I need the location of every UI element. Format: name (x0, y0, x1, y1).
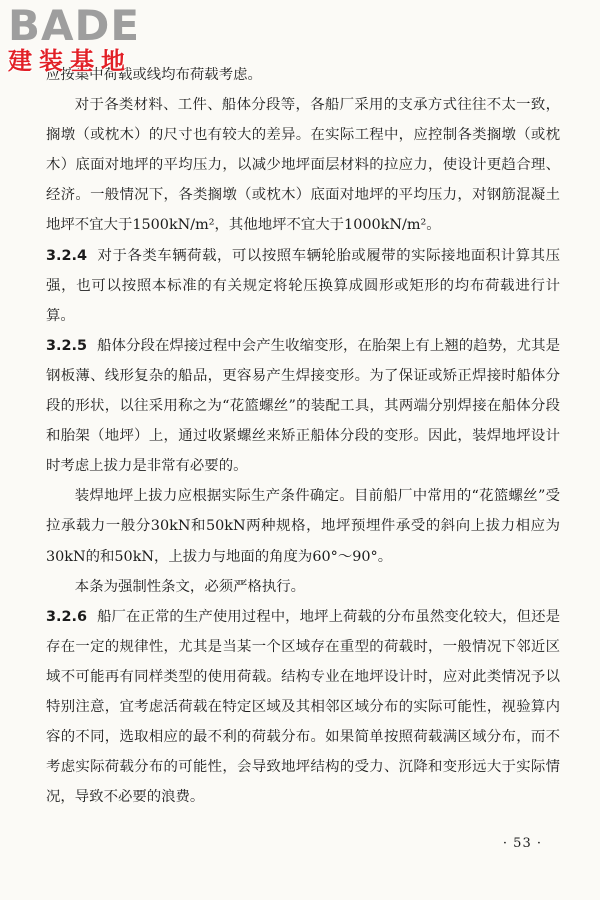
bade-watermark (8, 1, 141, 75)
watermark-tagline: 建装基地 (8, 47, 132, 75)
paragraph-text: 对于各类车辆荷载，可以按照车辆轮胎或履带的实际接地面积计算其压强，也可以按照本标准的有关规定将轮压换算成圆形或矩形的均布荷载进行计算。 (46, 247, 560, 324)
paragraph-text: 应按集中荷载或线均布荷载考虑。 (46, 67, 262, 83)
clause-3-2-5 (46, 331, 560, 481)
paragraph-mandatory-clause (46, 572, 560, 602)
clause-number: 3.2.5 (46, 337, 87, 354)
paragraph-text: 船厂在正常的生产使用过程中，地坪上荷载的分布虽然变化较大，但还是存在一定的规律性，尤其是当某一个区域存在重型的荷载时，一般情况下邻近区域不可能再有同样类型的使用荷载。结构专业在地坪设计时，应对此类情况予以特别注意，宜考虑活荷载在特定区域及其相邻区域分布的实际可能性，视验算内容的不同，选取相应的最不利的荷载分布。如果简单按照荷载满区域分布，而不考虑实际荷载分布的可能性，会导致地坪结构的受力、沉降和变形远大于实际情况，导致不必要的浪费。 (46, 608, 560, 806)
paragraph-text: 对于各类材料、工件、船体分段等，各船厂采用的支承方式往往不太一致，搁墩（或枕木）的尺寸也有较大的差异。在实际工程中，应控制各类搁墩（或枕木）底面对地坪的平均压力，以减少地坪面层材料的拉应力，使设计更趋合理、经济。一般情况下，各类搁墩（或枕木）底面对地坪的平均压力，对钢筋混凝土地坪不宜大于1500kN/m²，其他地坪不宜大于1000kN/m²。 (46, 97, 560, 234)
paragraph-text: 本条为强制性条文，必须严格执行。 (74, 578, 306, 595)
paragraph-uplift-force (46, 481, 560, 571)
clause-number: 3.2.4 (46, 247, 87, 264)
document-body (46, 60, 560, 812)
page-number: · 53 · (502, 836, 542, 851)
paragraph-text: 船体分段在焊接过程中会产生收缩变形，在胎架上有上翘的趋势，尤其是钢板薄、线形复杂的船品，更容易产生焊接变形。为了保证或矫正焊接时船体分段的形状，以往采用称之为“花篮螺丝”的装配工具，其两端分别焊接在船体分段和胎架（地坪）上，通过收紧螺丝来矫正船体分段的变形。因此，装焊地坪设计时考虑上拔力是非常有必要的。 (46, 337, 560, 475)
paragraph-support-pressure (46, 90, 560, 240)
bade-logo-text: BADE (8, 1, 141, 50)
clause-3-2-4 (46, 241, 560, 331)
clause-number: 3.2.6 (46, 608, 87, 625)
paragraph-text: 装焊地坪上拔力应根据实际生产条件确定。目前船厂中常用的“花篮螺丝”受拉承载力一般分30kN和50kN两种规格，地坪预埋件承受的斜向上拔力相应为30kN的和50kN，上拔力与地面的角度为60°～90°。 (46, 488, 560, 565)
clause-3-2-6 (46, 602, 560, 813)
